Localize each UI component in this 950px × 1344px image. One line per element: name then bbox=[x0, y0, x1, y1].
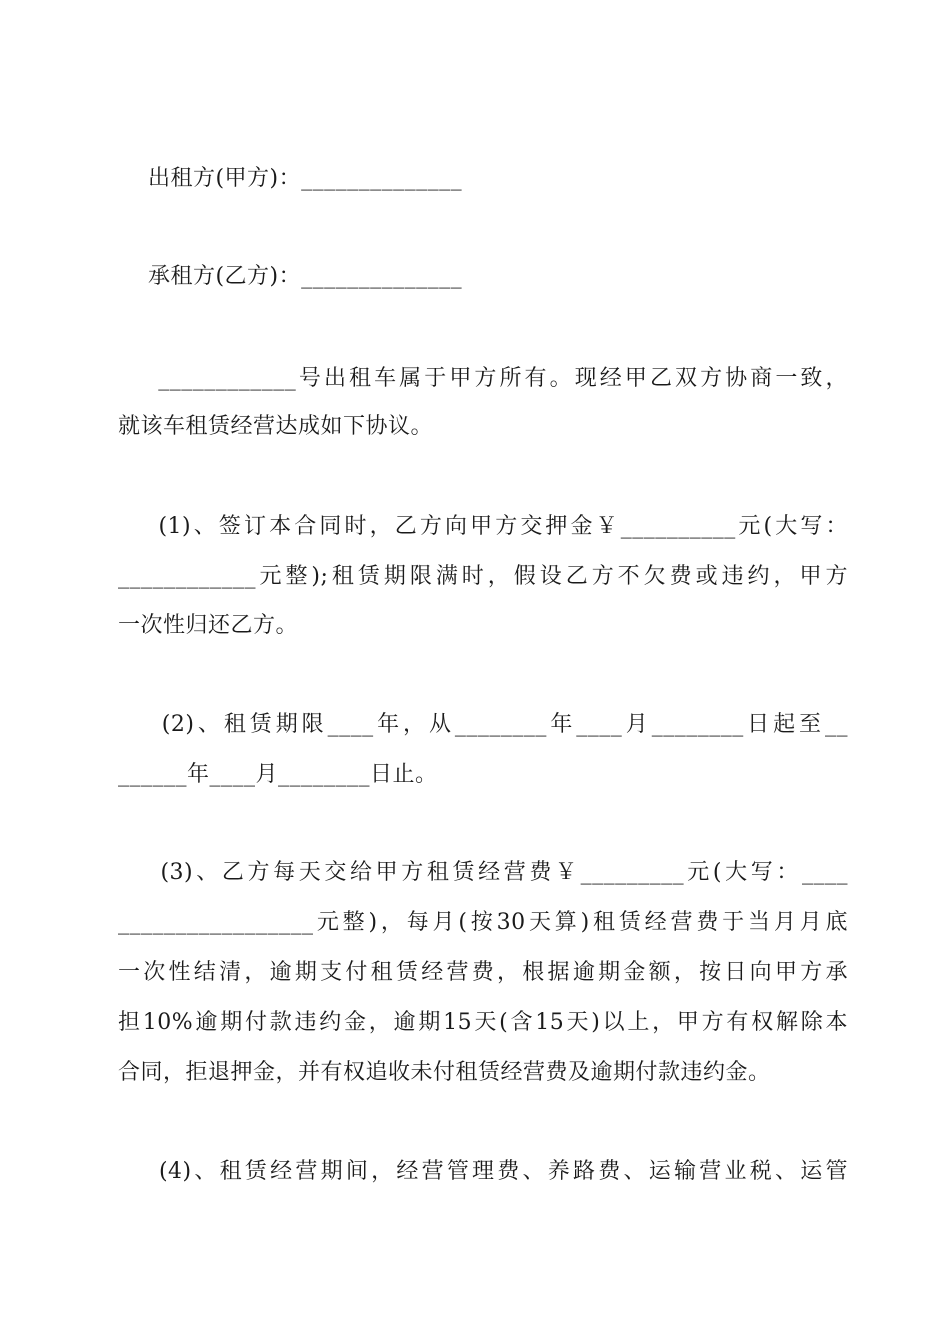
clause3-line-1: (3)、乙方每天交给甲方租赁经营费￥_________元(大写：____ bbox=[118, 860, 848, 885]
clause1-line-2: ____________元整);租赁期限满时，假设乙方不欠费或违约，甲方 bbox=[118, 564, 848, 589]
clause2-line-1: (2)、租赁期限____年，从________年____月________日起至__ bbox=[118, 712, 848, 737]
lessor-line: 出租方(甲方)：______________ bbox=[118, 166, 463, 191]
clause4-line-1: (4)、租赁经营期间，经营管理费、养路费、运输营业税、运管 bbox=[118, 1159, 848, 1184]
intro-line-2: 就该车租赁经营达成如下协议。 bbox=[118, 414, 434, 439]
clause3-line-3: 一次性结清，逾期支付租赁经营费，根据逾期金额，按日向甲方承 bbox=[118, 960, 848, 985]
lessee-line: 承租方(乙方)：______________ bbox=[118, 264, 463, 289]
clause1-line-3: 一次性归还乙方。 bbox=[118, 613, 299, 638]
clause1-line-1: (1)、签订本合同时，乙方向甲方交押金￥__________元(大写： bbox=[118, 514, 848, 539]
clause3-line-4: 担10%逾期付款违约金，逾期15天(含15天)以上，甲方有权解除本 bbox=[118, 1010, 848, 1035]
clause3-line-2: _________________元整)，每月(按30天算)租赁经营费于当月月底 bbox=[118, 910, 848, 935]
intro-line-1: ____________号出租车属于甲方所有。现经甲乙双方协商一致， bbox=[118, 366, 848, 391]
clause2-line-2: ______年____月________日止。 bbox=[118, 762, 438, 787]
clause3-line-5: 合同，拒退押金，并有权追收未付租赁经营费及逾期付款违约金。 bbox=[118, 1060, 771, 1085]
